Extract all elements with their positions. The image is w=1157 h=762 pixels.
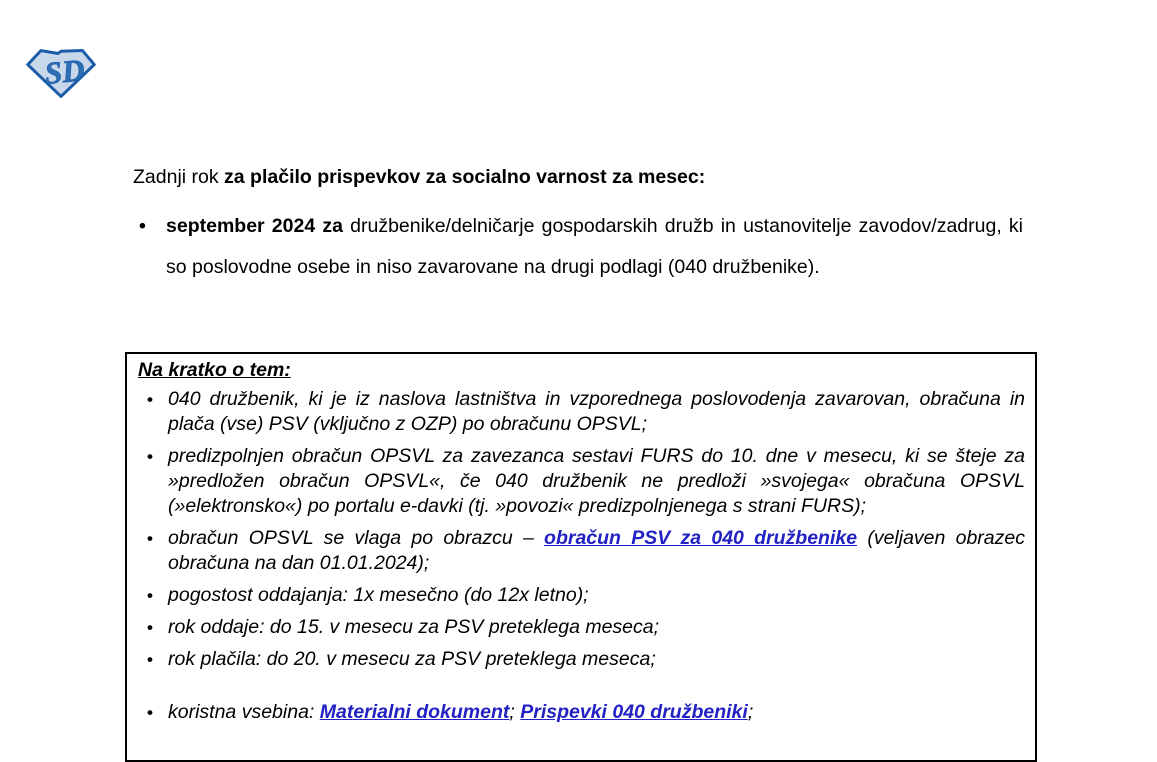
summary-list-item [138,700,1025,725]
summary-item6-text: rok plačila: do 20. v mesecu za PSV preteklega meseca; [168,648,656,670]
deadline-heading [133,165,1033,190]
summary-item1-text: 040 družbenik, ki je iz naslova lastništva in vzporednega poslovodenja zavarovan, obračuna in plača (vse) PSV (vključno z OZP) po obračunu OPSVL; [168,388,1025,435]
summary-item7-end-text: ; [747,701,754,723]
intro-regular-text: družbenike/delničarje gospodarskih družb in ustanovitelje zavodov/zadrug, ki so poslovodne osebe in niso zavarovane na drugi podlagi (040 družbenike). [166,215,1023,278]
summary-list [138,387,1025,725]
logo-letters: SD [42,52,87,91]
heading-bold-text: za plačilo prispevkov za socialno varnost za mesec: [224,166,706,188]
summary-list-item [138,647,1025,672]
summary-list-item [138,444,1025,519]
summary-item3-post-text: (veljaven obrazec obračuna na dan 01.01.2024); [168,527,1025,574]
deadline-list-item [133,206,1023,287]
sd-shield-icon [24,45,98,99]
list-spacer [138,679,1025,700]
summary-item2-text: predizpolnjen obračun OPSVL za zavezanca sestavi FURS do 10. dne v mesecu, ki se šteje za »predložen obračun OPSVL«, če 040 družbenik ne predloži »svojega« obračuna OPSVL (»elektronsko«) po portalu e-davki (tj. »povozi« predizpolnjenega s strani FURS); [168,445,1025,517]
company-logo [24,45,98,99]
summary-item7-pre-text: koristna vsebina: [168,701,320,723]
material-document-link[interactable]: Materialni dokument [319,701,510,723]
summary-list-item [138,583,1025,608]
heading-normal-text: Zadnji rok [133,166,225,188]
summary-list-item [138,387,1025,437]
summary-item4-text: pogostost oddajanja: 1x mesečno (do 12x letno); [168,584,589,606]
summary-item7-separator: ; [509,701,521,723]
summary-list-item [138,615,1025,640]
summary-item3-pre-text: obračun OPSVL se vlaga po obrazcu – [168,527,545,549]
contributions-040-link[interactable]: Prispevki 040 družbeniki [520,701,748,723]
psv-040-form-link[interactable]: obračun PSV za 040 družbenike [544,527,858,549]
intro-bold-text: september 2024 za [166,215,351,237]
summary-box [125,352,1037,762]
summary-item5-text: rok oddaje: do 15. v mesecu za PSV preteklega meseca; [168,616,660,638]
summary-box-title: Na kratko o tem: [138,359,291,381]
summary-list-item [138,526,1025,576]
